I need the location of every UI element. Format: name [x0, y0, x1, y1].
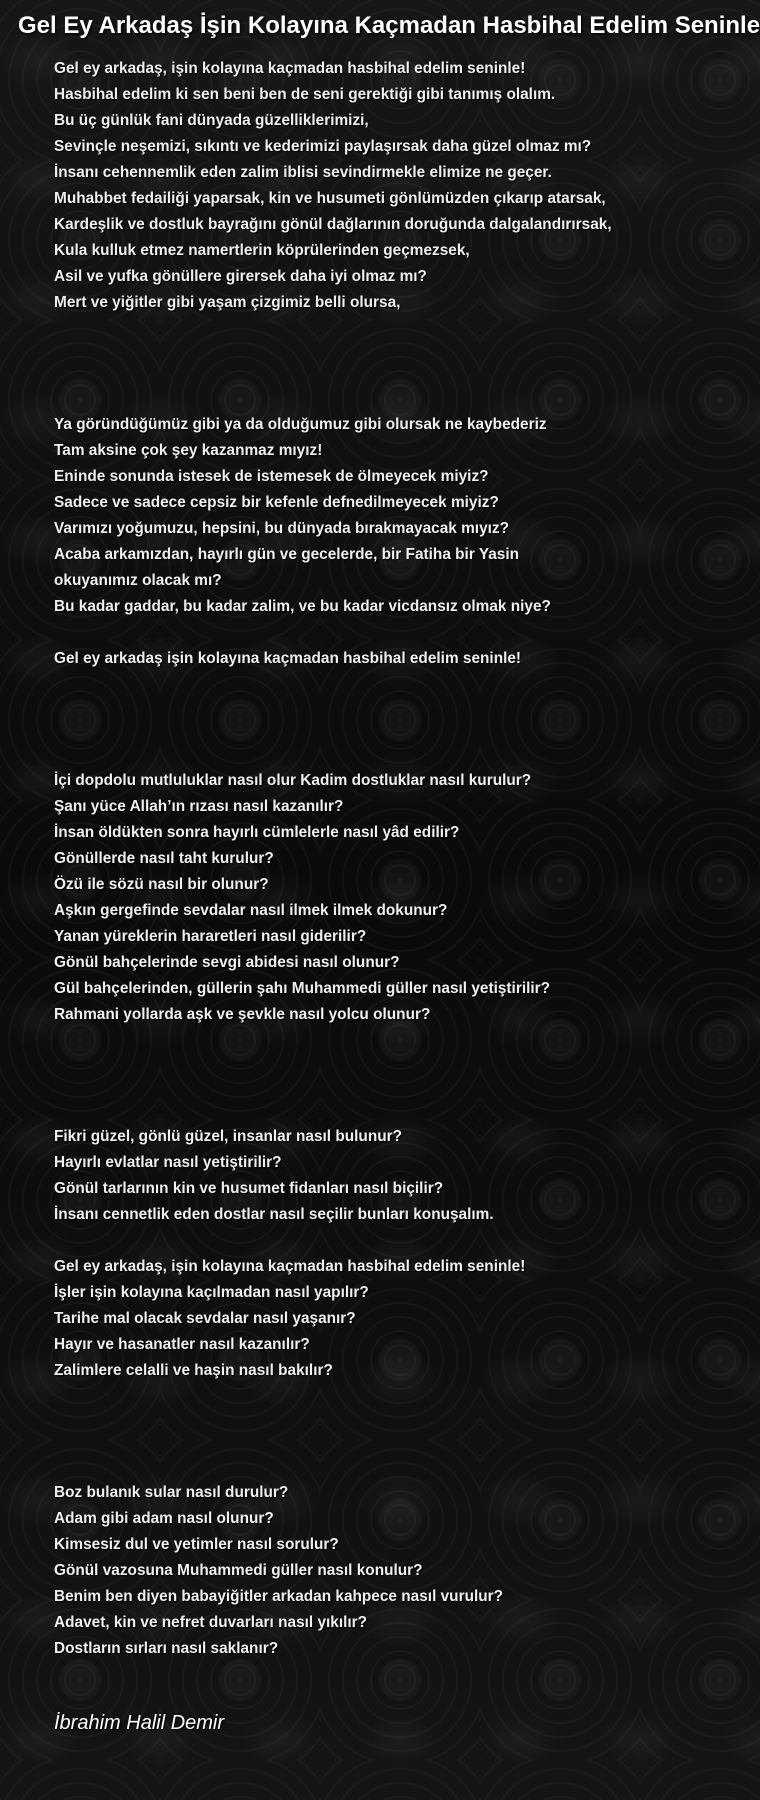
- poem-title: Gel Ey Arkadaş İşin Kolayına Kaçmadan Hasbihal Edelim Seninle: [18, 12, 760, 39]
- poem-line: İnsan öldükten sonra hayırlı cümlelerle nasıl yâd edilir?: [54, 824, 460, 841]
- poem-line: Muhabbet fedailiği yaparsak, kin ve husumeti gönlümüzden çıkarıp atarsak,: [54, 190, 606, 207]
- stanza: [54, 412, 640, 620]
- poem-line: Gel ey arkadaş, işin kolayına kaçmadan hasbihal edelim seninle!: [54, 60, 526, 77]
- poem-line: İnsanı cehennemlik eden zalim iblisi sevindirmekle elimize ne geçer.: [54, 164, 552, 181]
- poem-line: Şanı yüce Allah’ın rızası nasıl kazanılır?: [54, 798, 344, 815]
- stanza-spacer: [54, 672, 640, 768]
- stanza-spacer: [54, 1384, 640, 1480]
- stanza: [54, 646, 640, 672]
- poem-line: Tarihe mal olacak sevdalar nasıl yaşanır?: [54, 1310, 356, 1327]
- poem-line: Rahmani yollarda aşk ve şevkle nasıl yolcu olunur?: [54, 1006, 431, 1023]
- poem-line: Gönül bahçelerinde sevgi abidesi nasıl olunur?: [54, 954, 400, 971]
- stanza-spacer: [54, 1028, 640, 1124]
- poem-line: Benim ben diyen babayiğitler arkadan kahpece nasıl vurulur?: [54, 1588, 504, 1605]
- poem-line: Gel ey arkadaş, işin kolayına kaçmadan hasbihal edelim seninle!: [54, 1258, 526, 1275]
- poem-line: Bu kadar gaddar, bu kadar zalim, ve bu kadar vicdansız olmak niye?: [54, 598, 551, 615]
- stanza-spacer: [54, 316, 640, 412]
- poem-line: Kimsesiz dul ve yetimler nasıl sorulur?: [54, 1536, 339, 1553]
- stanza-spacer: [54, 1228, 640, 1254]
- stanza-spacer: [54, 620, 640, 646]
- poem-line: okuyanımız olacak mı?: [54, 572, 222, 589]
- poem-line: Varımızı yoğumuzu, hepsini, bu dünyada bırakmayacak mıyız?: [54, 520, 510, 537]
- poem-line: Kula kulluk etmez namertlerin köprülerinden geçmezsek,: [54, 242, 470, 259]
- stanza: [54, 1480, 640, 1662]
- poem-author: İbrahim Halil Demir: [54, 1712, 225, 1734]
- poem-line: Aşkın gergefinde sevdalar nasıl ilmek ilmek dokunur?: [54, 902, 448, 919]
- poem-line: Gönüllerde nasıl taht kurulur?: [54, 850, 274, 867]
- poem-line: Adavet, kin ve nefret duvarları nasıl yıkılır?: [54, 1614, 368, 1631]
- poem-line: İnsanı cennetlik eden dostlar nasıl seçilir bunları konuşalım.: [54, 1206, 494, 1223]
- poem-line: Acaba arkamızdan, hayırlı gün ve gecelerde, bir Fatiha bir Yasin: [54, 546, 520, 563]
- poem-line: Dostların sırları nasıl saklanır?: [54, 1640, 279, 1657]
- poem-line: Bu üç günlük fani dünyada güzelliklerimizi,: [54, 112, 369, 129]
- poem-line: Hayırlı evlatlar nasıl yetiştirilir?: [54, 1154, 282, 1171]
- poem-body: [54, 56, 640, 1662]
- poem-line: Gül bahçelerinden, güllerin şahı Muhammedi güller nasıl yetiştirilir?: [54, 980, 551, 997]
- poem-line: Gönül vazosuna Muhammedi güller nasıl konulur?: [54, 1562, 423, 1579]
- poem-line: Asil ve yufka gönüllere girersek daha iyi olmaz mı?: [54, 268, 427, 285]
- poem-line: Eninde sonunda istesek de istemesek de ölmeyecek miyiz?: [54, 468, 489, 485]
- poem-line: Sadece ve sadece cepsiz bir kefenle defnedilmeyecek miyiz?: [54, 494, 499, 511]
- poem-line: Hayır ve hasanatler nasıl kazanılır?: [54, 1336, 310, 1353]
- poem-line: Mert ve yiğitler gibi yaşam çizgimiz belli olursa,: [54, 294, 401, 311]
- poem-line: Yanan yüreklerin hararetleri nasıl giderilir?: [54, 928, 367, 945]
- poem-line: Gönül tarlarının kin ve husumet fidanları nasıl biçilir?: [54, 1180, 444, 1197]
- poem-line: Gel ey arkadaş işin kolayına kaçmadan hasbihal edelim seninle!: [54, 650, 522, 667]
- poem-line: İçi dopdolu mutluluklar nasıl olur Kadim dostluklar nasıl kurulur?: [54, 772, 532, 789]
- stanza: [54, 1254, 640, 1384]
- stanza: [54, 1124, 640, 1228]
- poem-line: Zalimlere celalli ve haşin nasıl bakılır?: [54, 1362, 333, 1379]
- poem-line: Kardeşlik ve dostluk bayrağını gönül dağlarının doruğunda dalgalandırırsak,: [54, 216, 612, 233]
- poem-line: Adam gibi adam nasıl olunur?: [54, 1510, 274, 1527]
- poem-line: Boz bulanık sular nasıl durulur?: [54, 1484, 289, 1501]
- poem-line: Tam aksine çok şey kazanmaz mıyız!: [54, 442, 323, 459]
- stanza: [54, 768, 640, 1028]
- poem-line: Ya göründüğümüz gibi ya da olduğumuz gibi olursak ne kaybederiz: [54, 416, 547, 433]
- poem-line: İşler işin kolayına kaçılmadan nasıl yapılır?: [54, 1284, 369, 1301]
- poem-line: Sevinçle neşemizi, sıkıntı ve kederimizi paylaşırsak daha güzel olmaz mı?: [54, 138, 592, 155]
- poem-line: Hasbihal edelim ki sen beni ben de seni gerektiği gibi tanımış olalım.: [54, 86, 556, 103]
- poem-line: Özü ile sözü nasıl bir olunur?: [54, 876, 269, 893]
- stanza: [54, 56, 640, 316]
- poem-line: Fikri güzel, gönlü güzel, insanlar nasıl bulunur?: [54, 1128, 403, 1145]
